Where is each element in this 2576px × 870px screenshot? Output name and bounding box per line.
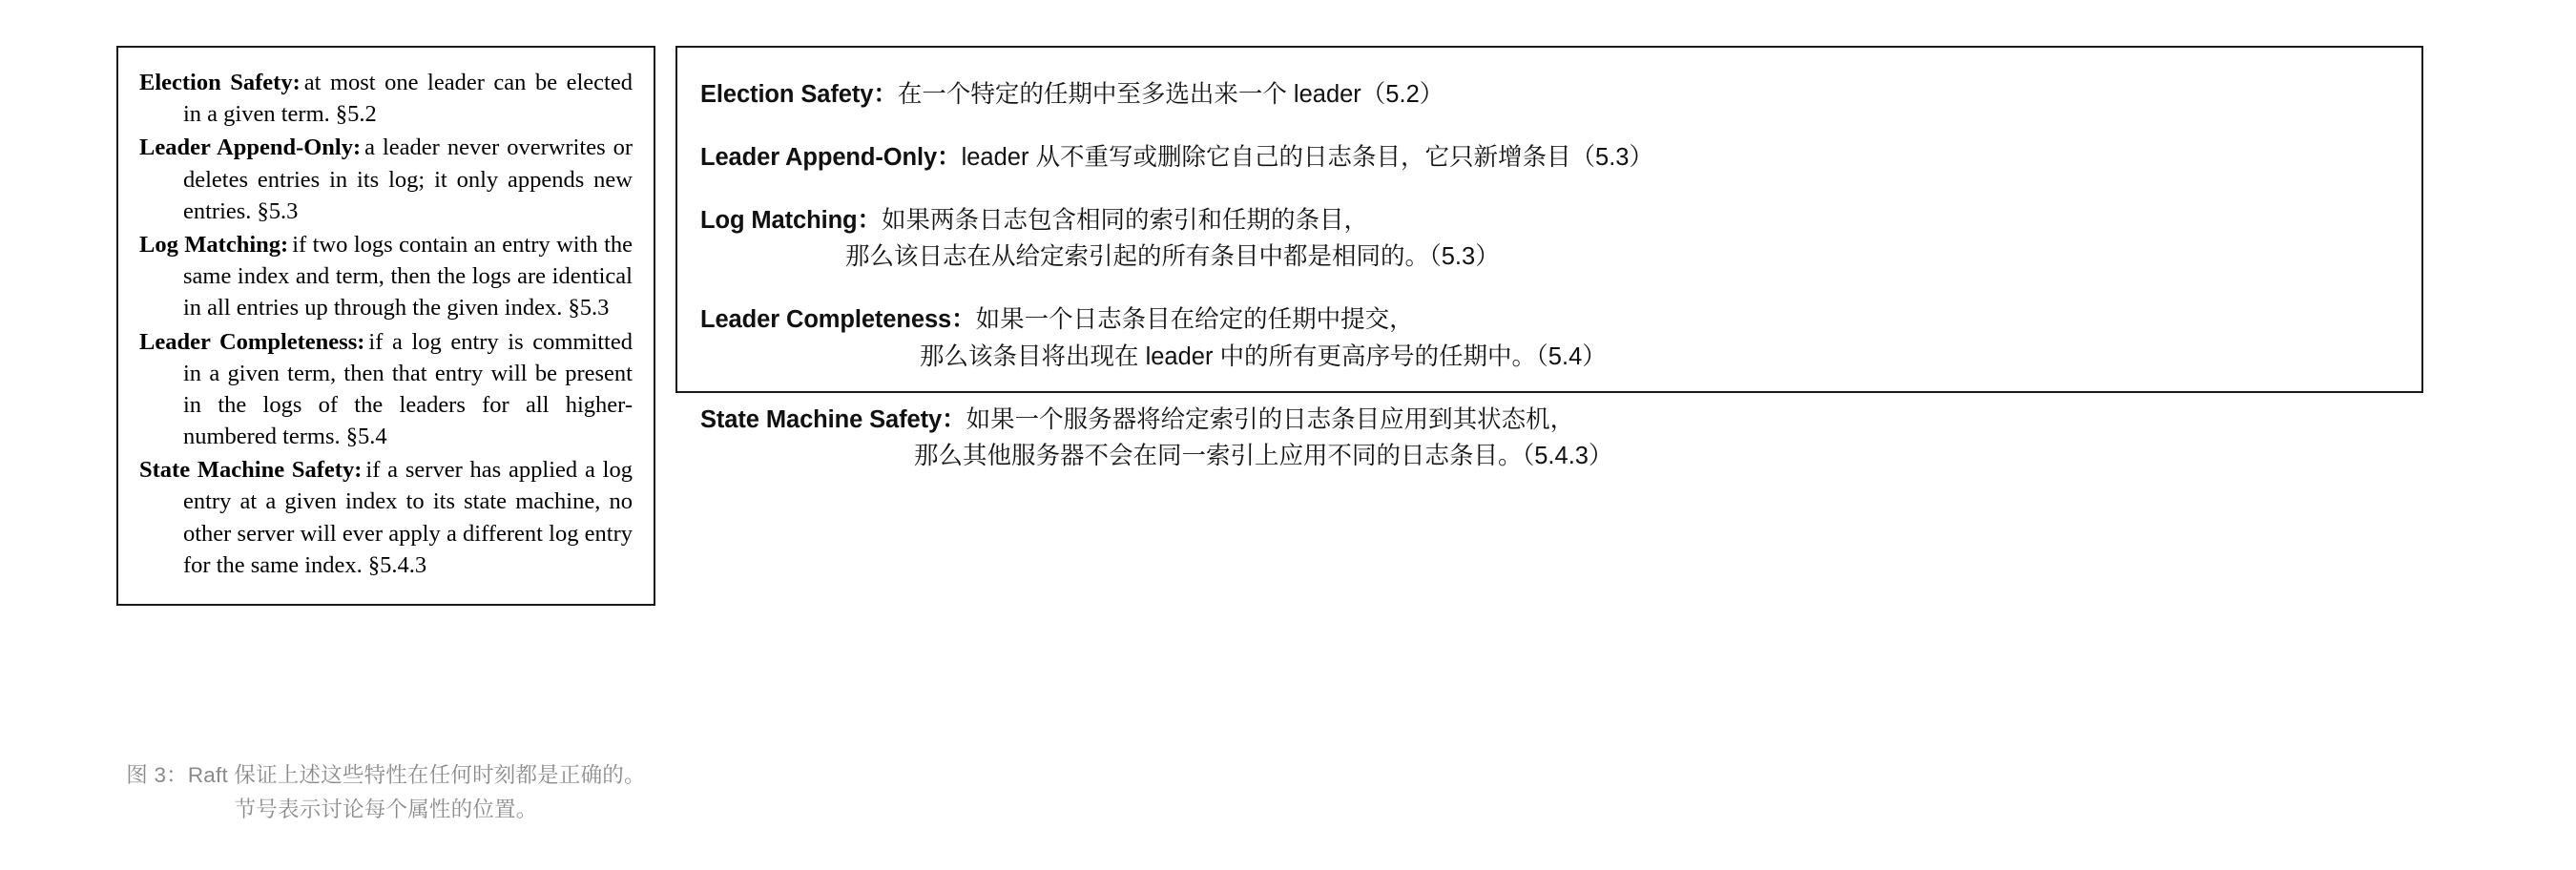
property-leader-completeness	[139, 326, 633, 453]
translated-property-election-safety	[700, 76, 2399, 114]
translated-property-term: Election Safety	[700, 81, 874, 108]
translated-property-line	[700, 301, 2399, 339]
property-body: a leader never overwrites or deletes entries in its log; it only appends new entries. §5.3	[183, 135, 633, 224]
property-term: Leader Completeness:	[139, 328, 365, 355]
translated-property-colon: ：	[857, 206, 883, 234]
property-election-safety	[139, 67, 633, 130]
translated-property-line-2: 那么该条目将出现在 leader 中的所有更高序号的任期中。（5.4）	[920, 342, 1607, 370]
property-leader-append-only	[139, 132, 633, 227]
translated-property-line	[700, 76, 2399, 114]
translated-property-colon: ：	[937, 143, 962, 171]
translated-figure-box	[675, 46, 2423, 470]
property-body: if a log entry is committed in a given term, then that entry will be present in the logs of the leaders for all higher-numbered terms. §5.4	[183, 328, 633, 450]
translated-property-term: Log Matching	[700, 206, 858, 234]
property-state-machine-safety	[139, 454, 633, 581]
translated-property-line	[700, 202, 2399, 239]
translated-property-colon: ：	[942, 405, 966, 433]
translated-property-body: leader 从不重写或删除它自己的日志条目，它只新增条目（5.3）	[961, 143, 1653, 171]
translated-property-body: 如果一个日志条目在给定的任期中提交，	[975, 306, 1414, 333]
translated-property-leader-append-only	[700, 139, 2399, 176]
property-term: Leader Append-Only:	[139, 135, 362, 161]
translated-property-log-matching	[700, 202, 2399, 277]
caption-line-2: 节号表示讨论每个属性的位置。	[234, 798, 538, 822]
original-property-list	[139, 67, 633, 581]
translated-property-line	[700, 139, 2399, 176]
translated-property-line-2: 那么该日志在从给定索引起的所有条目中都是相同的。（5.3）	[845, 243, 1500, 271]
caption-line-1: 图 3：Raft 保证上述这些特性在任何时刻都是正确的。	[126, 763, 646, 787]
property-body: if two logs contain an entry with the same index and term, then the logs are identical in all entries up through the given index. §5.3	[183, 231, 634, 321]
property-log-matching	[139, 229, 633, 324]
figure-caption	[116, 758, 655, 828]
property-term: Election Safety:	[139, 70, 301, 95]
translated-property-line	[700, 402, 2399, 439]
translated-property-colon: ：	[951, 306, 976, 333]
translated-property-leader-completeness	[700, 301, 2399, 376]
property-term: Log Matching:	[139, 231, 289, 258]
translated-property-body: 如果一个服务器将给定索引的日志条目应用到其状态机，	[966, 405, 1575, 433]
translated-property-colon: ：	[873, 81, 898, 108]
translated-property-term: State Machine Safety	[700, 405, 943, 433]
translated-property-body: 在一个特定的任期中至多选出来一个 leader（5.2）	[897, 81, 1444, 108]
translated-property-state-machine-safety	[700, 402, 2399, 476]
property-term: State Machine Safety:	[139, 457, 363, 484]
original-figure-box	[116, 46, 655, 606]
translated-property-line-2: 那么其他服务器不会在同一索引上应用不同的日志条目。（5.4.3）	[914, 443, 1613, 470]
translated-property-body: 如果两条日志包含相同的索引和任期的条目，	[882, 206, 1369, 234]
property-body: if a server has applied a log entry at a given index to its state machine, no other server will ever apply a different log entry for the same index. §5.4.3	[183, 457, 633, 578]
translated-property-list	[700, 76, 2399, 475]
property-body: at most one leader can be elected in a given term. §5.2	[183, 70, 633, 128]
translated-property-term: Leader Completeness	[700, 306, 952, 333]
translated-property-term: Leader Append-Only	[700, 143, 938, 171]
